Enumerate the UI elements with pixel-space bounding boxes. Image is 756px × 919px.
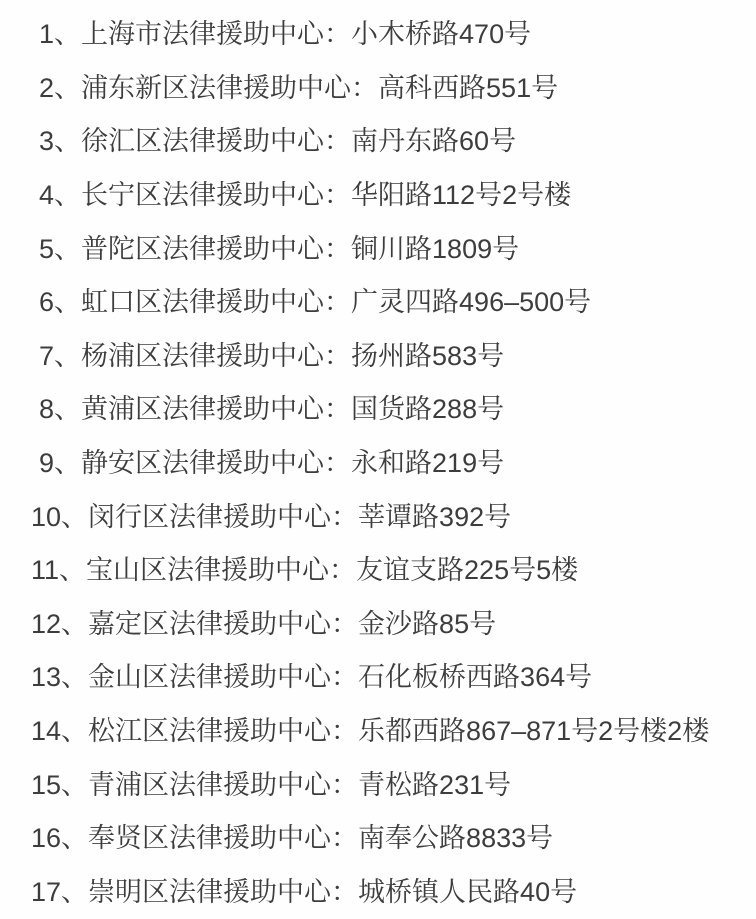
item-number: 13、 (31, 664, 88, 691)
item-center-name: 黄浦区法律援助中心： (81, 396, 351, 423)
item-center-name: 杨浦区法律援助中心： (81, 343, 351, 370)
item-center-name: 普陀区法律援助中心： (81, 236, 351, 263)
item-number: 3、 (39, 128, 81, 155)
item-address: 华阳路112号2号楼 (351, 182, 571, 209)
item-center-name: 静安区法律援助中心： (81, 450, 351, 477)
list-item (31, 866, 746, 919)
list-item (31, 8, 746, 62)
item-center-name: 闵行区法律援助中心： (88, 504, 358, 531)
item-center-name: 松江区法律援助中心： (88, 718, 358, 745)
item-address: 南奉公路8833号 (358, 825, 553, 852)
item-number: 17、 (31, 879, 88, 906)
item-center-name: 嘉定区法律援助中心： (88, 611, 358, 638)
item-number: 15、 (31, 772, 88, 799)
item-address: 扬州路583号 (351, 343, 504, 370)
item-address: 国货路288号 (351, 396, 504, 423)
item-center-name: 奉贤区法律援助中心： (88, 825, 358, 852)
list-item (31, 222, 746, 276)
item-address: 铜川路1809号 (351, 236, 519, 263)
item-number: 5、 (39, 236, 81, 263)
item-center-name: 上海市法律援助中心： (81, 21, 351, 48)
item-address: 城桥镇人民路40号 (358, 879, 577, 906)
list-item (31, 705, 746, 759)
list-item (31, 276, 746, 330)
list-item (31, 490, 746, 544)
item-address: 石化板桥西路364号 (358, 664, 592, 691)
item-center-name: 浦东新区法律援助中心： (81, 75, 378, 102)
item-number: 11、 (31, 557, 86, 584)
item-address: 金沙路85号 (358, 611, 496, 638)
list-item (31, 169, 746, 223)
list-item (31, 812, 746, 866)
item-number: 14、 (31, 718, 88, 745)
item-number: 1、 (39, 21, 81, 48)
item-center-name: 青浦区法律援助中心： (88, 772, 358, 799)
item-address: 高科西路551号 (378, 75, 558, 102)
item-number: 16、 (31, 825, 88, 852)
item-number: 2、 (39, 75, 81, 102)
list-item (31, 598, 746, 652)
item-number: 8、 (39, 396, 81, 423)
item-number: 9、 (39, 450, 81, 477)
list-item (31, 437, 746, 491)
list-item (31, 330, 746, 384)
item-center-name: 虹口区法律援助中心： (81, 289, 351, 316)
list-item (31, 383, 746, 437)
list-item (31, 758, 746, 812)
item-address: 小木桥路470号 (351, 21, 531, 48)
item-address: 南丹东路60号 (351, 128, 516, 155)
list-item (31, 651, 746, 705)
item-center-name: 长宁区法律援助中心： (81, 182, 351, 209)
item-address: 莘谭路392号 (358, 504, 511, 531)
item-center-name: 崇明区法律援助中心： (88, 879, 358, 906)
item-number: 12、 (31, 611, 88, 638)
item-address: 青松路231号 (358, 772, 511, 799)
item-center-name: 徐汇区法律援助中心： (81, 128, 351, 155)
item-address: 永和路219号 (351, 450, 504, 477)
item-number: 4、 (39, 182, 81, 209)
item-number: 6、 (39, 289, 81, 316)
item-center-name: 金山区法律援助中心： (88, 664, 358, 691)
item-address: 广灵四路496–500号 (351, 289, 591, 316)
item-center-name: 宝山区法律援助中心： (86, 557, 356, 584)
item-address: 友谊支路225号5楼 (356, 557, 578, 584)
list-item (31, 544, 746, 598)
item-number: 10、 (31, 504, 88, 531)
item-address: 乐都西路867–871号2号楼2楼 (358, 718, 709, 745)
item-number: 7、 (39, 343, 81, 370)
list-item (31, 62, 746, 116)
list-item (31, 115, 746, 169)
